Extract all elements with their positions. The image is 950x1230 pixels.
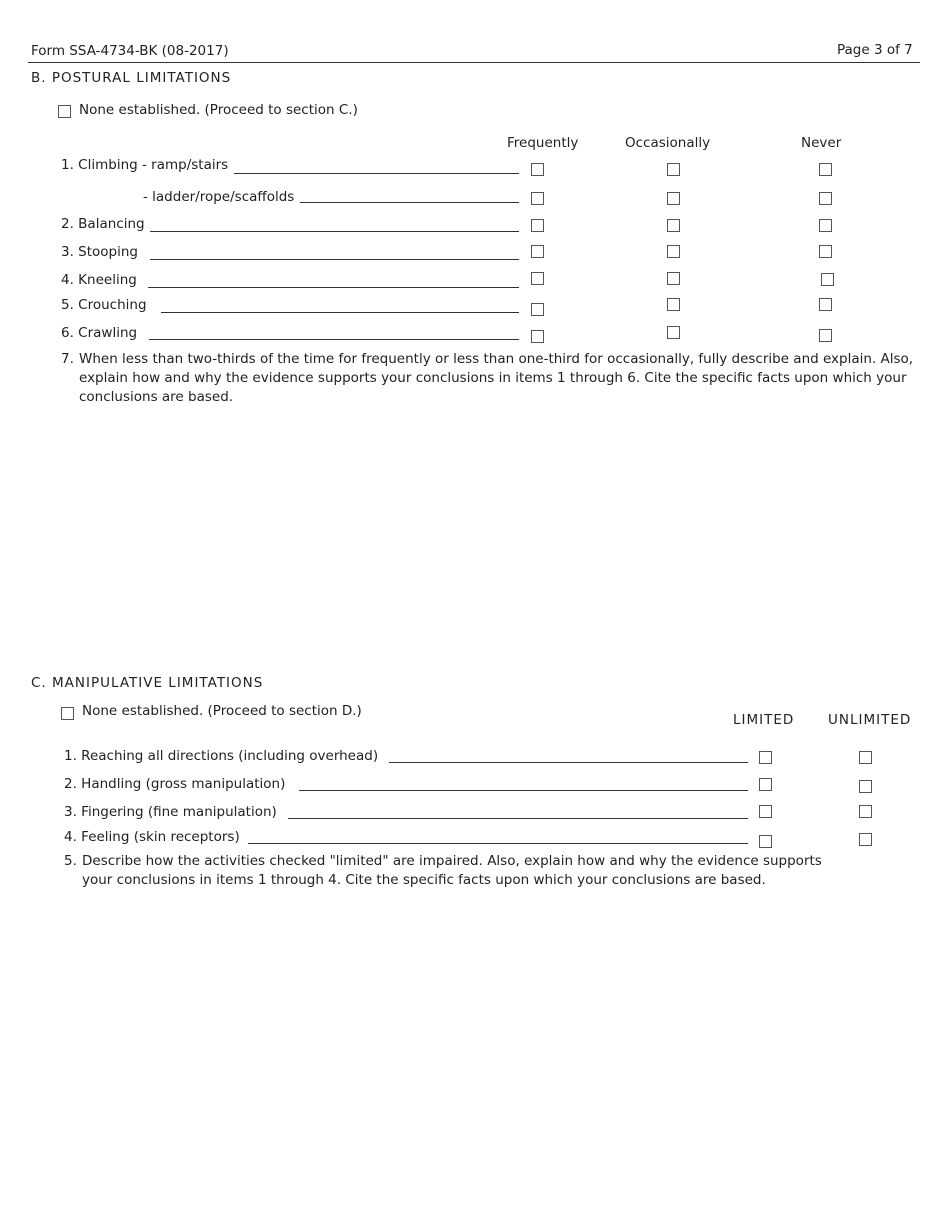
crouching-never-checkbox[interactable] (819, 298, 832, 311)
column-limited: LIMITED (733, 712, 795, 728)
answer-line (234, 173, 519, 174)
answer-line (150, 231, 519, 232)
feeling-unlimited-checkbox[interactable] (859, 833, 872, 846)
reaching-limited-checkbox[interactable] (759, 751, 772, 764)
answer-line (150, 259, 519, 260)
answer-line (299, 790, 748, 791)
stooping-never-checkbox[interactable] (819, 245, 832, 258)
answer-line (148, 287, 519, 288)
section-b-none-checkbox[interactable] (58, 105, 71, 118)
handling-limited-checkbox[interactable] (759, 778, 772, 791)
answer-line (248, 843, 748, 844)
answer-line (389, 762, 748, 763)
column-occasionally: Occasionally (625, 135, 711, 151)
postural-item-crawling: 6. Crawling (61, 325, 138, 341)
column-never: Never (801, 135, 842, 151)
manipulative-item-handling: 2. Handling (gross manipulation) (64, 776, 286, 792)
manipulative-item5-text: Describe how the activities checked "limited" are impaired. Also, explain how and why the evidence supports your conclusions in items 1 through 4. Cite the specific facts upon which your conclusions are based. (82, 853, 822, 888)
postural-item-climbing-ramp: 1. Climbing - ramp/stairs (61, 157, 229, 173)
postural-item-climbing-ladder: - ladder/rope/scaffolds (143, 189, 295, 205)
postural-item-stooping: 3. Stooping (61, 244, 138, 260)
postural-item7-number: 7. (61, 351, 74, 367)
balancing-frequently-checkbox[interactable] (531, 219, 544, 232)
handling-unlimited-checkbox[interactable] (859, 780, 872, 793)
header-divider (28, 62, 920, 63)
feeling-limited-checkbox[interactable] (759, 835, 772, 848)
section-c-none-checkbox[interactable] (61, 707, 74, 720)
section-b-none-label: None established. (Proceed to section C.) (79, 102, 358, 118)
climbing-ramp-frequently-checkbox[interactable] (531, 163, 544, 176)
postural-item-balancing: 2. Balancing (61, 216, 145, 232)
crouching-occasionally-checkbox[interactable] (667, 298, 680, 311)
section-c-none-label: None established. (Proceed to section D.) (82, 703, 362, 719)
page-number: Page 3 of 7 (837, 42, 913, 58)
balancing-occasionally-checkbox[interactable] (667, 219, 680, 232)
answer-line (161, 312, 519, 313)
climbing-ladder-never-checkbox[interactable] (819, 192, 832, 205)
climbing-ramp-occasionally-checkbox[interactable] (667, 163, 680, 176)
stooping-occasionally-checkbox[interactable] (667, 245, 680, 258)
crawling-frequently-checkbox[interactable] (531, 330, 544, 343)
answer-line (288, 818, 748, 819)
answer-line (149, 339, 519, 340)
manipulative-item-reaching: 1. Reaching all directions (including overhead) (64, 748, 379, 764)
kneeling-occasionally-checkbox[interactable] (667, 272, 680, 285)
postural-item7-text: When less than two-thirds of the time for frequently or less than one-third for occasionally, fully describe and explain. Also, explain how and why the evidence supports your conclusions in items 1 through 6. Cite the specific facts upon which your conclusions are based. (79, 351, 914, 405)
column-unlimited: UNLIMITED (828, 712, 912, 728)
climbing-ladder-frequently-checkbox[interactable] (531, 192, 544, 205)
crawling-occasionally-checkbox[interactable] (667, 326, 680, 339)
postural-item-kneeling: 4. Kneeling (61, 272, 137, 288)
manipulative-item-feeling: 4. Feeling (skin receptors) (64, 829, 240, 845)
kneeling-frequently-checkbox[interactable] (531, 272, 544, 285)
postural-item-crouching: 5. Crouching (61, 297, 147, 313)
kneeling-never-checkbox[interactable] (821, 273, 834, 286)
manipulative-item5-number: 5. (64, 853, 77, 869)
column-frequently: Frequently (507, 135, 579, 151)
fingering-limited-checkbox[interactable] (759, 805, 772, 818)
fingering-unlimited-checkbox[interactable] (859, 805, 872, 818)
reaching-unlimited-checkbox[interactable] (859, 751, 872, 764)
crawling-never-checkbox[interactable] (819, 329, 832, 342)
balancing-never-checkbox[interactable] (819, 219, 832, 232)
form-id: Form SSA-4734-BK (08-2017) (31, 43, 229, 59)
answer-line (300, 202, 519, 203)
stooping-frequently-checkbox[interactable] (531, 245, 544, 258)
climbing-ladder-occasionally-checkbox[interactable] (667, 192, 680, 205)
section-c-title: C. MANIPULATIVE LIMITATIONS (31, 675, 264, 691)
manipulative-item-fingering: 3. Fingering (fine manipulation) (64, 804, 277, 820)
section-b-title: B. POSTURAL LIMITATIONS (31, 70, 232, 86)
climbing-ramp-never-checkbox[interactable] (819, 163, 832, 176)
crouching-frequently-checkbox[interactable] (531, 303, 544, 316)
